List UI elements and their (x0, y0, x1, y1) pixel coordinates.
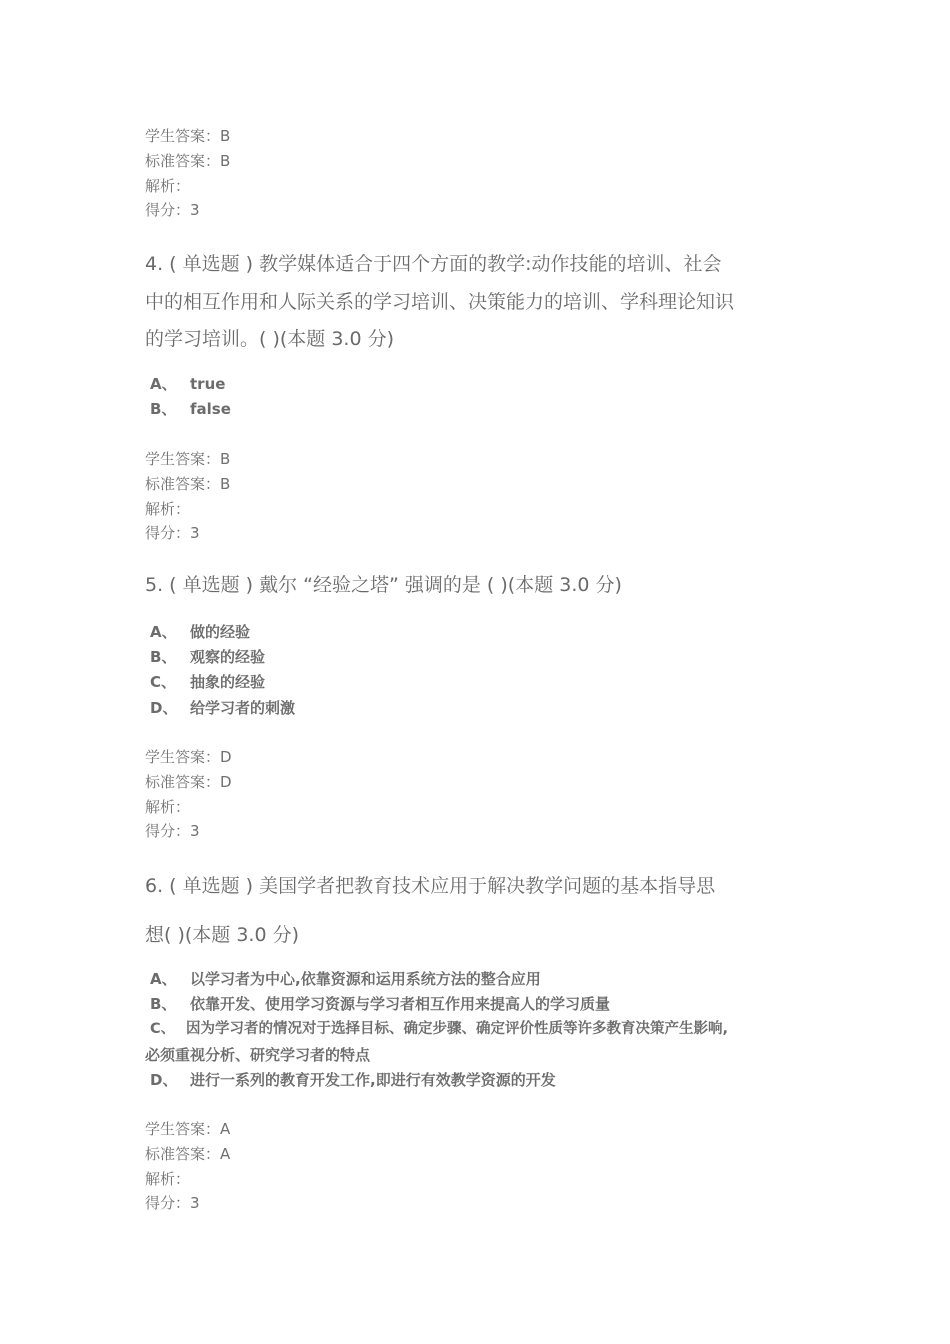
option-b (145, 645, 815, 670)
analysis-label: 解析： (145, 797, 191, 816)
question-5 (145, 568, 815, 602)
option-text: 以学习者为中心,依靠资源和运用系统方法的整合应用 (190, 970, 541, 988)
student-answer-value: A (220, 1120, 231, 1138)
score-row (145, 1191, 230, 1216)
analysis-row (145, 497, 230, 522)
q4-options (145, 372, 815, 422)
score-value: 3 (190, 201, 200, 220)
score-value: 3 (190, 1194, 200, 1213)
student-answer-row (145, 745, 232, 770)
q5-result (145, 745, 232, 844)
question-line: 的学习培训。( )(本题 3.0 分) (145, 328, 394, 350)
option-letter: B、 (150, 995, 177, 1014)
option-text: 进行一系列的教育开发工作,即进行有效教学资源的开发 (190, 1070, 556, 1089)
option-a (145, 967, 815, 992)
standard-answer-value: D (220, 772, 232, 791)
option-a (145, 372, 815, 397)
standard-answer-row (145, 149, 230, 174)
score-row (145, 521, 230, 546)
standard-answer-value: B (220, 151, 231, 170)
question-line: 想( )(本题 3.0 分) (145, 924, 299, 946)
student-answer-row (145, 447, 230, 472)
analysis-row (145, 174, 230, 199)
standard-answer-row (145, 472, 230, 497)
option-letter: C、 (150, 1021, 176, 1038)
option-text: 抽象的经验 (190, 673, 266, 692)
option-letter: D、 (150, 1070, 178, 1089)
score-label: 得分： (145, 1194, 191, 1213)
option-d (145, 696, 815, 721)
option-text: 依靠开发、使用学习资源与学习者相互作用来提高人的学习质量 (190, 995, 611, 1014)
score-row (145, 819, 232, 844)
option-d (145, 1068, 815, 1093)
score-label: 得分： (145, 524, 191, 543)
q6-options (145, 967, 815, 1093)
option-a (145, 620, 815, 645)
q3-result (145, 124, 230, 223)
option-letter: C、 (150, 673, 177, 692)
question-line: 6. ( 单选题 ) 美国学者把教育技术应用于解决教学问题的基本指导思 (145, 875, 716, 897)
option-text: false (190, 400, 231, 419)
standard-answer-value: B (220, 474, 231, 493)
analysis-label: 解析： (145, 1169, 191, 1188)
score-label: 得分： (145, 822, 191, 841)
option-c-continued (145, 1043, 815, 1068)
option-text: 做的经验 (190, 623, 251, 641)
option-text: 必须重视分析、研究学习者的特点 (145, 1045, 371, 1064)
student-answer-row (145, 124, 230, 149)
score-value: 3 (190, 822, 200, 841)
option-letter: D、 (150, 698, 178, 717)
student-answer-label: 学生答案： (145, 748, 221, 766)
student-answer-value: D (220, 748, 232, 766)
standard-answer-label: 标准答案： (145, 151, 221, 170)
standard-answer-value: A (220, 1144, 231, 1163)
score-row (145, 198, 230, 223)
score-label: 得分： (145, 201, 191, 220)
score-value: 3 (190, 524, 200, 543)
option-letter: A、 (150, 970, 177, 988)
option-b (145, 992, 815, 1017)
question-line: 4. ( 单选题 ) 教学媒体适合于四个方面的教学:动作技能的培训、社会 (145, 253, 722, 275)
option-text: 因为学习者的情况对于选择目标、确定步骤、确定评价性质等许多教育决策产生影响, (186, 1021, 729, 1038)
option-letter: B、 (150, 648, 177, 667)
q6-result (145, 1117, 230, 1216)
analysis-label: 解析： (145, 176, 191, 195)
option-letter: A、 (150, 375, 177, 393)
option-letter: A、 (150, 623, 177, 641)
standard-answer-row (145, 1142, 230, 1167)
option-c (145, 670, 815, 695)
option-c (145, 1017, 815, 1042)
standard-answer-label: 标准答案： (145, 474, 221, 493)
question-line: 5. ( 单选题 ) 戴尔 “经验之塔” 强调的是 ( )(本题 3.0 分) (145, 574, 622, 596)
standard-answer-label: 标准答案： (145, 1144, 221, 1163)
option-b (145, 397, 815, 422)
question-6 (145, 862, 815, 960)
standard-answer-row (145, 770, 232, 795)
student-answer-label: 学生答案： (145, 1120, 221, 1138)
question-4 (145, 246, 815, 359)
question-line: 中的相互作用和人际关系的学习培训、决策能力的培训、学科理论知识 (145, 290, 735, 313)
student-answer-value: B (220, 450, 231, 468)
student-answer-value: B (220, 127, 231, 145)
student-answer-row (145, 1117, 230, 1142)
standard-answer-label: 标准答案： (145, 772, 221, 791)
option-text: true (190, 375, 226, 393)
option-text: 给学习者的刺激 (190, 698, 296, 717)
option-letter: B、 (150, 400, 177, 419)
option-text: 观察的经验 (190, 648, 266, 667)
analysis-label: 解析： (145, 499, 191, 518)
q4-result (145, 447, 230, 546)
student-answer-label: 学生答案： (145, 127, 221, 145)
analysis-row (145, 795, 232, 820)
analysis-row (145, 1167, 230, 1192)
student-answer-label: 学生答案： (145, 450, 221, 468)
q5-options (145, 620, 815, 721)
